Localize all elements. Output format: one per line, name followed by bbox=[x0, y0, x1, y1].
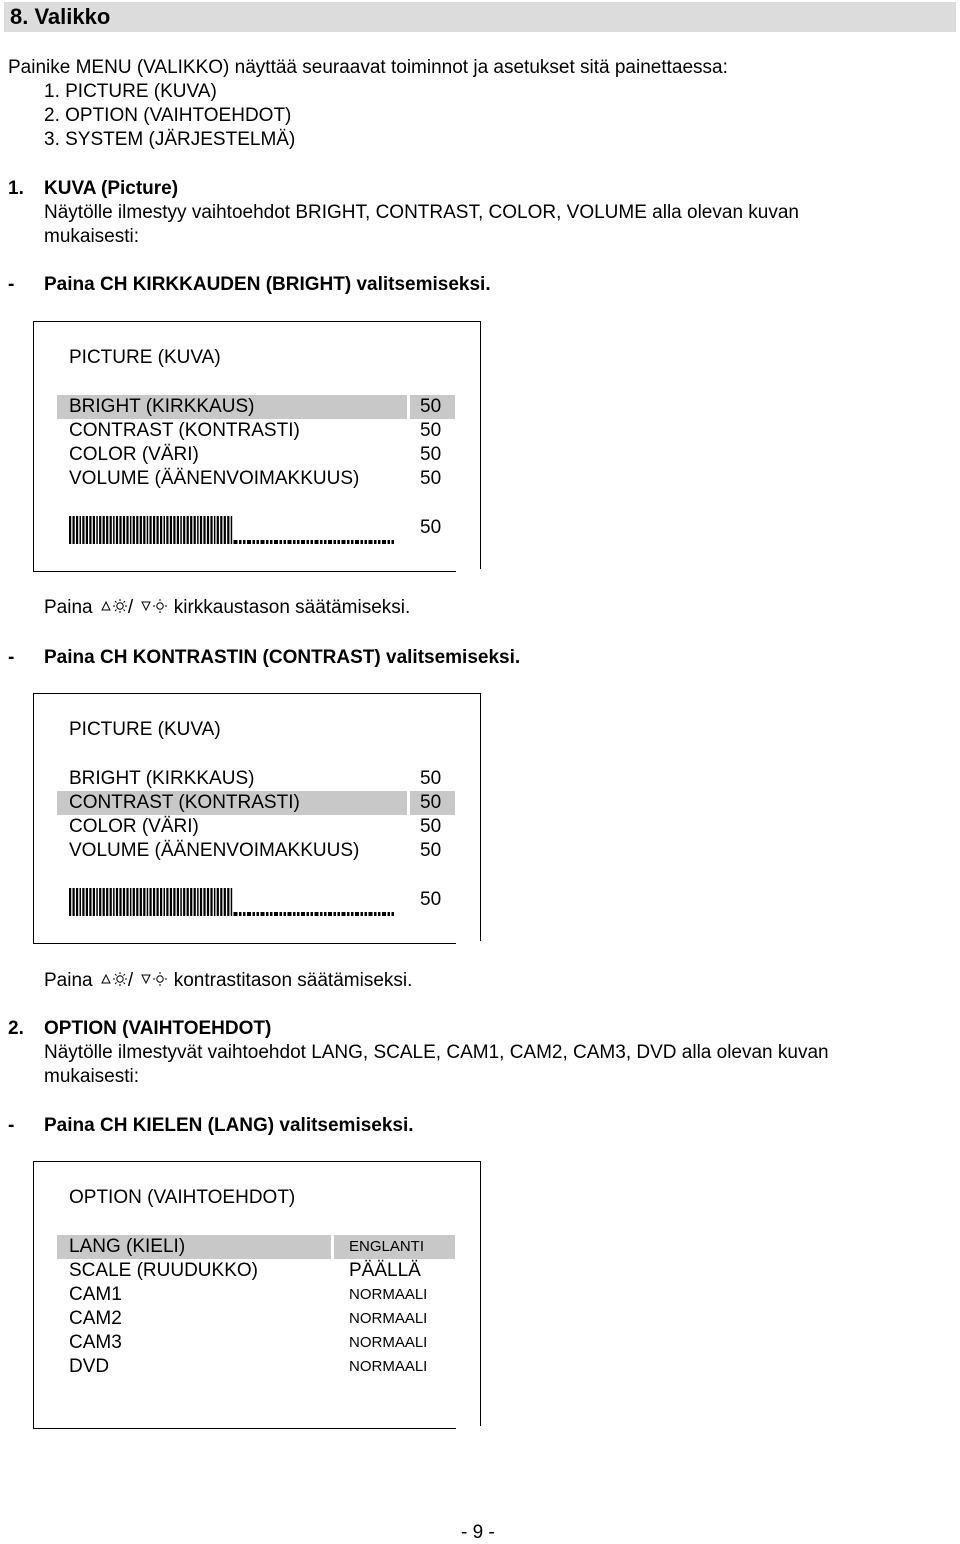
adjust-note-bright: Paina / kirkkaustason säätämiseksi. bbox=[44, 597, 411, 618]
section-title: 8. Valikko bbox=[10, 4, 111, 29]
level-bar-fill-tick bbox=[133, 516, 135, 544]
level-bar-fill-tick bbox=[197, 516, 199, 544]
level-bar-fill-tick bbox=[126, 888, 128, 916]
menu-row-label: CONTRAST (KONTRASTI) bbox=[69, 420, 300, 441]
section1-desc-1: Näytölle ilmestyy vaihtoehdot BRIGHT, CONTRAST, COLOR, VOLUME alla olevan kuvan bbox=[44, 202, 799, 223]
menu-row-value: NORMAALI bbox=[349, 1286, 428, 1303]
level-bar-fill-tick bbox=[153, 888, 155, 916]
level-bar-fill-tick bbox=[203, 888, 205, 916]
menu-row-color[interactable] bbox=[57, 815, 455, 839]
level-bar-fill-tick bbox=[133, 888, 135, 916]
section2-desc-2: mukaisesti: bbox=[44, 1066, 140, 1087]
level-bar-fill-tick bbox=[207, 516, 209, 544]
level-bar-empty-dot bbox=[311, 912, 314, 916]
level-bar-empty-dot bbox=[284, 540, 287, 544]
page-number: - 9 - bbox=[461, 1522, 495, 1543]
menu-row-label: CAM3 bbox=[69, 1332, 122, 1353]
level-bar-fill-tick bbox=[194, 516, 196, 544]
level-bar-fill-tick bbox=[150, 888, 152, 916]
level-bar-fill-tick bbox=[80, 888, 82, 916]
level-bar-fill-tick bbox=[180, 516, 182, 544]
level-bar-empty-dot bbox=[378, 912, 381, 916]
level-bar-empty-dot bbox=[234, 540, 238, 544]
level-bar-fill-tick bbox=[190, 516, 192, 544]
section2-number: 2. bbox=[8, 1018, 24, 1039]
menu-row-volume[interactable] bbox=[57, 467, 455, 491]
section1-desc-2: mukaisesti: bbox=[44, 226, 140, 247]
menu-row-value: NORMAALI bbox=[349, 1334, 428, 1351]
level-bar-empty-dot bbox=[261, 912, 265, 916]
step-contrast: Paina CH KONTRASTIN (CONTRAST) valitsemiseksi. bbox=[44, 647, 521, 668]
level-bar-fill-tick bbox=[69, 888, 71, 916]
level-bar-empty-dot bbox=[288, 540, 292, 544]
level-bar-fill-tick bbox=[96, 516, 98, 544]
level-bar-empty-dot bbox=[378, 540, 381, 544]
step-dash: - bbox=[8, 274, 15, 295]
menu-row-label: CONTRAST (KONTRASTI) bbox=[69, 792, 300, 813]
menu-row-label: BRIGHT (KIRKKAUS) bbox=[69, 396, 255, 417]
menu-row-label: VOLUME (ÄÄNENVOIMAKKUUS) bbox=[69, 468, 360, 489]
level-bar-empty-dot bbox=[361, 540, 364, 544]
level-bar-fill-tick bbox=[113, 888, 115, 916]
level-bar-empty-dot bbox=[297, 912, 300, 916]
level-bar-empty-dot bbox=[266, 912, 269, 916]
level-bar-fill-tick bbox=[89, 516, 91, 544]
level-bar-fill-tick bbox=[231, 888, 233, 916]
level-bar-fill-tick bbox=[177, 516, 179, 544]
menu-row-value: 50 bbox=[420, 792, 442, 813]
level-bar-empty-dot bbox=[307, 912, 310, 916]
level-bar-empty-dot bbox=[355, 912, 359, 916]
menu-row-volume[interactable] bbox=[57, 839, 455, 863]
level-bar-fill-tick bbox=[150, 516, 152, 544]
menu-row-value: NORMAALI bbox=[349, 1358, 428, 1375]
triangle-down-sun-icon bbox=[138, 970, 168, 988]
level-bar-fill-tick bbox=[157, 888, 159, 916]
level-bar-empty-dot bbox=[301, 912, 305, 916]
menu-row-dvd[interactable] bbox=[57, 1355, 455, 1379]
section1-title: KUVA (Picture) bbox=[44, 178, 179, 199]
level-bar-fill-tick bbox=[197, 888, 199, 916]
step-lang: Paina CH KIELEN (LANG) valitsemiseksi. bbox=[44, 1115, 414, 1136]
level-bar-fill-tick bbox=[76, 888, 78, 916]
level-bar-fill-tick bbox=[200, 888, 202, 916]
option-menu bbox=[33, 1161, 481, 1429]
menu-row-value: ENGLANTI bbox=[349, 1238, 425, 1255]
level-bar-value: 50 bbox=[420, 517, 442, 538]
menu-row-scale[interactable] bbox=[57, 1259, 455, 1283]
triangle-up-sun-icon bbox=[98, 970, 128, 988]
level-bar-empty-dot bbox=[347, 540, 350, 544]
menu-title: OPTION (VAIHTOEHDOT) bbox=[69, 1187, 296, 1208]
picture-menu-bright bbox=[33, 321, 481, 572]
level-bar-fill-tick bbox=[130, 888, 132, 916]
menu-row-label: CAM2 bbox=[69, 1308, 122, 1329]
menu-row-value: 50 bbox=[420, 768, 442, 789]
level-bar-empty-dot bbox=[247, 912, 251, 916]
level-bar-fill-tick bbox=[136, 516, 138, 544]
level-bar-fill-tick bbox=[140, 888, 142, 916]
level-bar-empty-dot bbox=[239, 912, 242, 916]
triangle-down-sun-icon bbox=[138, 597, 168, 615]
level-bar[interactable] bbox=[69, 888, 399, 920]
level-bar-empty-dot bbox=[234, 912, 238, 916]
level-bar-fill-tick bbox=[214, 516, 216, 544]
level-bar-empty-dot bbox=[247, 540, 251, 544]
level-bar-fill-tick bbox=[110, 888, 112, 916]
level-bar-empty-dot bbox=[382, 540, 386, 544]
level-bar-empty-dot bbox=[388, 912, 391, 916]
level-bar-empty-dot bbox=[324, 912, 327, 916]
level-bar-fill-tick bbox=[116, 888, 118, 916]
level-bar-fill-tick bbox=[227, 888, 229, 916]
level-bar-empty-dot bbox=[369, 540, 373, 544]
menu-row-label: CAM1 bbox=[69, 1284, 122, 1305]
level-bar-empty-dot bbox=[374, 540, 377, 544]
level-bar-empty-dot bbox=[355, 540, 359, 544]
level-bar-fill-tick bbox=[123, 888, 125, 916]
level-bar-fill-tick bbox=[119, 888, 121, 916]
level-bar-fill-tick bbox=[73, 516, 75, 544]
level-bar-fill-tick bbox=[106, 516, 108, 544]
level-bar-fill-tick bbox=[80, 516, 82, 544]
intro-item-1: 1. PICTURE (KUVA) bbox=[44, 81, 217, 102]
level-bar-fill-tick bbox=[177, 888, 179, 916]
level-bar-fill-tick bbox=[130, 516, 132, 544]
menu-row-label: SCALE (RUUDUKKO) bbox=[69, 1260, 258, 1281]
level-bar-fill-tick bbox=[93, 516, 95, 544]
menu-title: PICTURE (KUVA) bbox=[69, 347, 221, 368]
level-bar-empty-dot bbox=[320, 540, 323, 544]
level-bar-empty-dot bbox=[347, 912, 350, 916]
level-bar-empty-dot bbox=[243, 540, 246, 544]
level-bar-fill-tick bbox=[164, 516, 166, 544]
level-bar-fill-tick bbox=[76, 516, 78, 544]
level-bar-empty-dot bbox=[342, 540, 346, 544]
menu-row-value: 50 bbox=[420, 468, 442, 489]
level-bar-fill-tick bbox=[183, 516, 185, 544]
level-bar-fill-tick bbox=[82, 516, 84, 544]
level-bar-empty-dot bbox=[311, 540, 314, 544]
level-bar-fill-tick bbox=[103, 888, 105, 916]
level-bar-empty-dot bbox=[328, 912, 332, 916]
step-dash: - bbox=[8, 1115, 15, 1136]
menu-row-label: LANG (KIELI) bbox=[69, 1236, 186, 1257]
level-bar-fill-tick bbox=[153, 516, 155, 544]
menu-row-value: 50 bbox=[420, 816, 442, 837]
section2-desc-1: Näytölle ilmestyvät vaihtoehdot LANG, SCALE, CAM1, CAM2, CAM3, DVD alla olevan kuvan bbox=[44, 1042, 829, 1063]
level-bar-empty-dot bbox=[301, 540, 305, 544]
level-bar-empty-dot bbox=[270, 912, 273, 916]
adjust-note-contrast: Paina / kontrastitason säätämiseksi. bbox=[44, 970, 413, 991]
level-bar-value: 50 bbox=[420, 889, 442, 910]
level-bar-empty-dot bbox=[351, 540, 354, 544]
level-bar-empty-dot bbox=[280, 912, 283, 916]
section2-title: OPTION (VAIHTOEHDOT) bbox=[44, 1018, 272, 1039]
level-bar-empty-dot bbox=[392, 912, 395, 916]
menu-row-value: 50 bbox=[420, 444, 442, 465]
level-bar-fill-tick bbox=[160, 516, 162, 544]
level-bar-fill-tick bbox=[166, 888, 168, 916]
level-bar-empty-dot bbox=[334, 912, 337, 916]
menu-row-bright[interactable] bbox=[57, 395, 455, 419]
level-bar-empty-dot bbox=[315, 912, 319, 916]
menu-row-lang[interactable] bbox=[57, 1235, 455, 1259]
level-bar-empty-dot bbox=[392, 540, 395, 544]
level-bar-fill-tick bbox=[173, 516, 175, 544]
level-bar-empty-dot bbox=[257, 540, 260, 544]
level-bar-fill-tick bbox=[96, 888, 98, 916]
intro-item-3: 3. SYSTEM (JÄRJESTELMÄ) bbox=[44, 129, 296, 150]
level-bar-fill-tick bbox=[173, 888, 175, 916]
level-bar-fill-tick bbox=[82, 888, 84, 916]
level-bar-empty-dot bbox=[253, 540, 256, 544]
level-bar-fill-tick bbox=[217, 888, 219, 916]
level-bar-fill-tick bbox=[69, 516, 71, 544]
step-dash: - bbox=[8, 647, 15, 668]
step-bright: Paina CH KIRKKAUDEN (BRIGHT) valitsemiseksi. bbox=[44, 274, 491, 295]
menu-row-contrast[interactable] bbox=[57, 791, 455, 815]
level-bar-fill-tick bbox=[136, 888, 138, 916]
level-bar-empty-dot bbox=[284, 912, 287, 916]
triangle-up-sun-icon bbox=[98, 597, 128, 615]
menu-row-contrast[interactable] bbox=[57, 419, 455, 443]
level-bar-fill-tick bbox=[183, 888, 185, 916]
menu-row-cam3[interactable] bbox=[57, 1331, 455, 1355]
menu-row-color[interactable] bbox=[57, 443, 455, 467]
level-bar-fill-tick bbox=[220, 888, 222, 916]
level-bar-empty-dot bbox=[297, 540, 300, 544]
menu-row-label: DVD bbox=[69, 1356, 110, 1377]
level-bar-empty-dot bbox=[307, 540, 310, 544]
menu-row-label: BRIGHT (KIRKKAUS) bbox=[69, 768, 255, 789]
level-bar-fill-tick bbox=[143, 888, 145, 916]
level-bar-fill-tick bbox=[157, 516, 159, 544]
level-bar-empty-dot bbox=[270, 540, 273, 544]
level-bar-fill-tick bbox=[166, 516, 168, 544]
level-bar-fill-tick bbox=[140, 516, 142, 544]
level-bar-empty-dot bbox=[369, 912, 373, 916]
level-bar-empty-dot bbox=[351, 912, 354, 916]
level-bar-empty-dot bbox=[239, 540, 242, 544]
level-bar-empty-dot bbox=[266, 540, 269, 544]
menu-row-label: COLOR (VÄRI) bbox=[69, 444, 199, 465]
menu-row-cam2[interactable] bbox=[57, 1307, 455, 1331]
level-bar-fill-tick bbox=[187, 888, 189, 916]
level-bar-fill-tick bbox=[86, 516, 88, 544]
level-bar-empty-dot bbox=[388, 540, 391, 544]
menu-row-bright[interactable] bbox=[57, 767, 455, 791]
level-bar-fill-tick bbox=[147, 516, 149, 544]
menu-row-label: COLOR (VÄRI) bbox=[69, 816, 199, 837]
level-bar-empty-dot bbox=[342, 912, 346, 916]
menu-row-value: 50 bbox=[420, 840, 442, 861]
menu-row-value: NORMAALI bbox=[349, 1310, 428, 1327]
level-bar-empty-dot bbox=[261, 540, 265, 544]
level-bar-empty-dot bbox=[274, 912, 278, 916]
level-bar-fill-tick bbox=[190, 888, 192, 916]
level-bar-fill-tick bbox=[113, 516, 115, 544]
level-bar-empty-dot bbox=[374, 912, 377, 916]
level-bar-fill-tick bbox=[187, 516, 189, 544]
level-bar-empty-dot bbox=[365, 912, 368, 916]
level-bar-fill-tick bbox=[203, 516, 205, 544]
level-bar-empty-dot bbox=[320, 912, 323, 916]
level-bar-fill-tick bbox=[210, 516, 212, 544]
level-bar-empty-dot bbox=[328, 540, 332, 544]
section-header bbox=[4, 2, 956, 32]
level-bar-empty-dot bbox=[243, 912, 246, 916]
menu-title: PICTURE (KUVA) bbox=[69, 719, 221, 740]
intro-text: Painike MENU (VALIKKO) näyttää seuraavat toiminnot ja asetukset sitä painettaessa: bbox=[8, 57, 728, 78]
level-bar-fill-tick bbox=[214, 888, 216, 916]
level-bar-fill-tick bbox=[194, 888, 196, 916]
menu-row-cam1[interactable] bbox=[57, 1283, 455, 1307]
level-bar-fill-tick bbox=[116, 516, 118, 544]
level-bar-fill-tick bbox=[231, 516, 233, 544]
level-bar-empty-dot bbox=[382, 912, 386, 916]
level-bar-fill-tick bbox=[160, 888, 162, 916]
level-bar-empty-dot bbox=[293, 540, 296, 544]
level-bar-empty-dot bbox=[288, 912, 292, 916]
level-bar-fill-tick bbox=[170, 516, 172, 544]
menu-row-value: 50 bbox=[420, 396, 442, 417]
level-bar-fill-tick bbox=[210, 888, 212, 916]
level-bar-empty-dot bbox=[334, 540, 337, 544]
menu-row-value: 50 bbox=[420, 420, 442, 441]
level-bar-fill-tick bbox=[220, 516, 222, 544]
level-bar-empty-dot bbox=[338, 912, 341, 916]
level-bar-fill-tick bbox=[143, 516, 145, 544]
menu-row-label: VOLUME (ÄÄNENVOIMAKKUUS) bbox=[69, 840, 360, 861]
level-bar-fill-tick bbox=[99, 888, 101, 916]
level-bar-empty-dot bbox=[315, 540, 319, 544]
level-bar-fill-tick bbox=[119, 516, 121, 544]
level-bar-fill-tick bbox=[73, 888, 75, 916]
level-bar-empty-dot bbox=[324, 540, 327, 544]
level-bar-empty-dot bbox=[293, 912, 296, 916]
level-bar-fill-tick bbox=[123, 516, 125, 544]
level-bar-empty-dot bbox=[361, 912, 364, 916]
level-bar-fill-tick bbox=[126, 516, 128, 544]
level-bar-fill-tick bbox=[170, 888, 172, 916]
level-bar-fill-tick bbox=[89, 888, 91, 916]
section1-number: 1. bbox=[8, 178, 24, 199]
level-bar-fill-tick bbox=[103, 516, 105, 544]
level-bar-fill-tick bbox=[207, 888, 209, 916]
level-bar-empty-dot bbox=[280, 540, 283, 544]
level-bar-fill-tick bbox=[224, 888, 226, 916]
menu-row-value: PÄÄLLÄ bbox=[349, 1260, 421, 1281]
level-bar-fill-tick bbox=[224, 516, 226, 544]
intro-item-2: 2. OPTION (VAIHTOEHDOT) bbox=[44, 105, 292, 126]
level-bar-empty-dot bbox=[257, 912, 260, 916]
level-bar-fill-tick bbox=[200, 516, 202, 544]
level-bar-fill-tick bbox=[86, 888, 88, 916]
level-bar-empty-dot bbox=[338, 540, 341, 544]
level-bar-fill-tick bbox=[93, 888, 95, 916]
level-bar-empty-dot bbox=[253, 912, 256, 916]
level-bar-empty-dot bbox=[274, 540, 278, 544]
level-bar-fill-tick bbox=[110, 516, 112, 544]
picture-menu-contrast bbox=[33, 693, 481, 944]
level-bar[interactable] bbox=[69, 516, 399, 548]
level-bar-fill-tick bbox=[99, 516, 101, 544]
level-bar-fill-tick bbox=[147, 888, 149, 916]
level-bar-fill-tick bbox=[180, 888, 182, 916]
level-bar-fill-tick bbox=[217, 516, 219, 544]
level-bar-fill-tick bbox=[106, 888, 108, 916]
level-bar-fill-tick bbox=[227, 516, 229, 544]
level-bar-fill-tick bbox=[164, 888, 166, 916]
level-bar-empty-dot bbox=[365, 540, 368, 544]
